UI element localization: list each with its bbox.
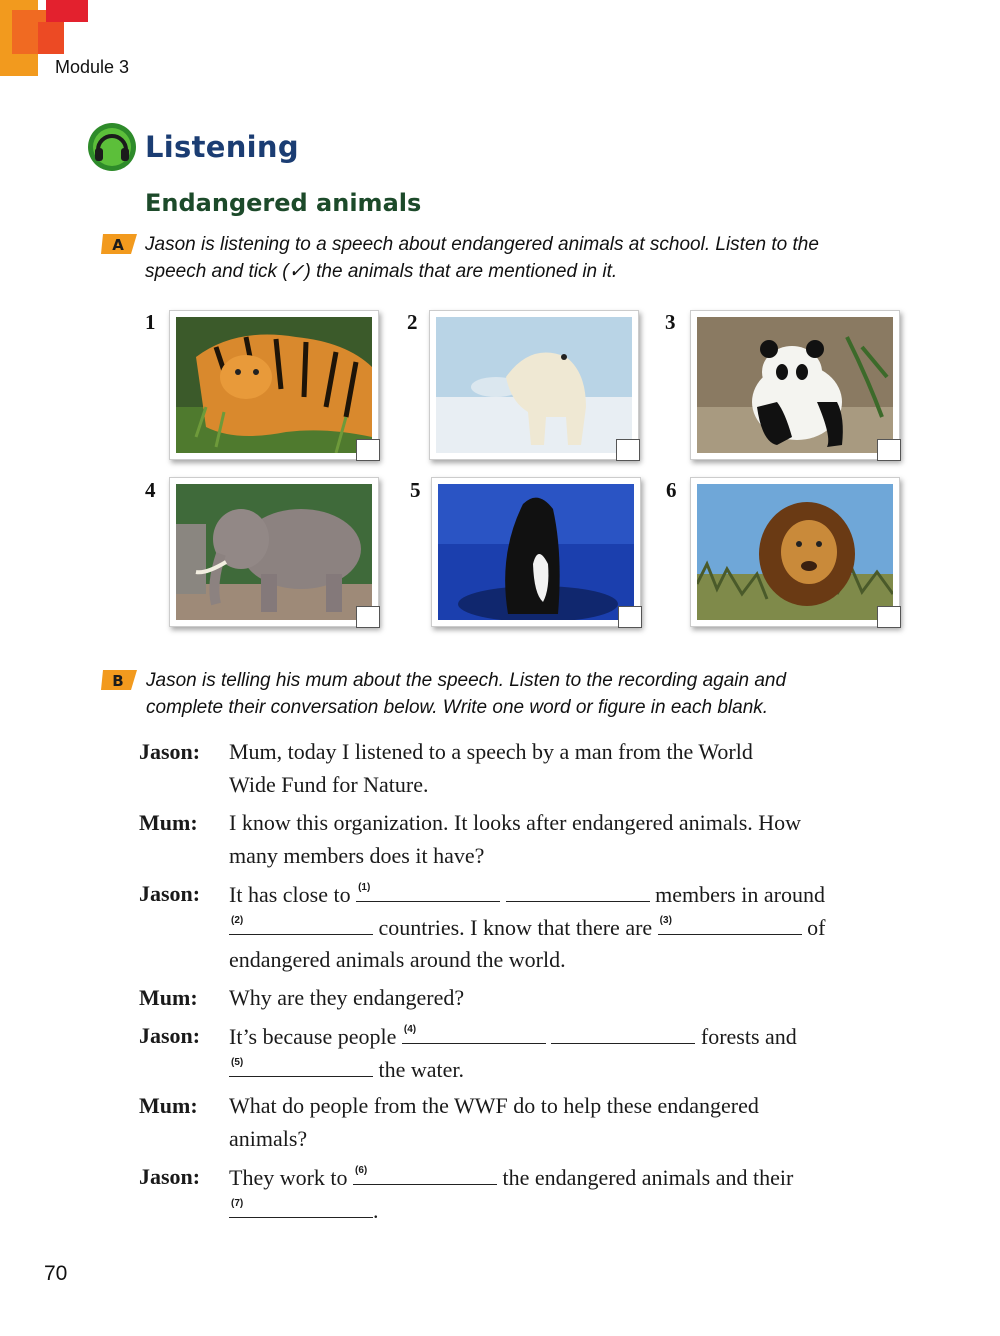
answer-blank-1[interactable] — [356, 877, 500, 902]
dialogue-line: animals? — [229, 1126, 308, 1151]
tick-box[interactable] — [877, 439, 901, 461]
dialogue-line — [229, 877, 825, 911]
tick-box[interactable] — [618, 606, 642, 628]
blank-number: (1) — [358, 882, 371, 893]
instruction-line: Jason is listening to a speech about endangered animals at school. Listen to the — [145, 234, 819, 255]
blank-number: (3) — [659, 915, 672, 926]
blank-number: (5) — [231, 1057, 244, 1068]
photo-number: 6 — [666, 478, 677, 502]
tick-box[interactable] — [616, 439, 640, 461]
answer-blank-4[interactable] — [402, 1019, 546, 1044]
answer-blank-7[interactable] — [229, 1193, 373, 1218]
blank-number: (7) — [231, 1198, 244, 1209]
task-b-instruction — [146, 667, 786, 721]
text-segment: forests and — [700, 1024, 797, 1049]
speaker-label: Jason: — [139, 881, 201, 906]
polar-bear-photo — [429, 310, 639, 460]
photo-number: 5 — [410, 478, 421, 502]
text-segment: It’s because people — [229, 1024, 397, 1049]
answer-blank-6[interactable] — [353, 1160, 497, 1185]
blank-number: (4) — [403, 1024, 417, 1035]
svg-text:A: A — [112, 236, 124, 254]
speaker-label: Jason: — [139, 739, 201, 764]
text-segment: the endangered animals and their — [502, 1165, 794, 1190]
elephant-photo — [169, 477, 379, 627]
dialogue-line — [229, 1052, 464, 1086]
dialogue-line: many members does it have? — [229, 843, 485, 868]
dialogue-line — [229, 910, 826, 944]
panda-photo — [690, 310, 900, 460]
task-a-instruction — [145, 231, 819, 285]
answer-blank-2[interactable] — [229, 910, 373, 935]
tiger-photo — [169, 310, 379, 460]
dialogue-line: endangered animals around the world. — [229, 947, 566, 972]
answer-blank-3[interactable] — [658, 910, 802, 935]
dialogue-line — [229, 1160, 793, 1194]
page-number: 70 — [44, 1262, 68, 1285]
dialogue-line: Why are they endangered? — [229, 985, 465, 1010]
speaker-label: Jason: — [139, 1023, 201, 1048]
dialogue-line: What do people from the WWF do to help these endangered — [229, 1093, 759, 1118]
task-b-tag — [101, 670, 137, 690]
subsection-title: Endangered animals — [145, 189, 422, 217]
dialogue-line — [229, 1193, 379, 1227]
photo-number: 2 — [407, 310, 418, 334]
speaker-label: Mum: — [139, 810, 198, 835]
dialogue-line — [229, 1019, 797, 1053]
instruction-line: Jason is telling his mum about the speech. Listen to the recording again and — [146, 670, 787, 691]
text-segment: members in around — [655, 882, 825, 907]
section-title: Listening — [145, 130, 299, 164]
photo-number: 4 — [145, 478, 156, 502]
instruction-line: complete their conversation below. Write one word or figure in each blank. — [146, 697, 769, 718]
answer-blank-1b[interactable] — [506, 877, 650, 902]
killer-whale-photo — [431, 477, 641, 627]
speaker-label: Mum: — [139, 1093, 198, 1118]
text-segment: of — [807, 915, 826, 940]
lion-photo — [690, 477, 900, 627]
blank-number: (2) — [231, 915, 244, 926]
speaker-label: Jason: — [139, 1164, 201, 1189]
dialogue-line: I know this organization. It looks after endangered animals. How — [229, 810, 802, 835]
dialogue-line: Wide Fund for Nature. — [229, 772, 429, 797]
text-segment: the water. — [378, 1057, 465, 1082]
dialogue-line: Mum, today I listened to a speech by a man from the World — [229, 739, 753, 764]
tick-box[interactable] — [877, 606, 901, 628]
photo-number: 3 — [665, 310, 676, 334]
svg-text:B: B — [112, 672, 124, 690]
text-segment: countries. I know that there are — [378, 915, 653, 940]
photo-number: 1 — [145, 310, 156, 334]
module-label: Module 3 — [55, 57, 130, 77]
headphones-icon — [86, 122, 138, 172]
tick-box[interactable] — [356, 606, 380, 628]
speaker-label: Mum: — [139, 985, 198, 1010]
text-segment: It has close to — [229, 882, 351, 907]
task-a-tag — [101, 234, 137, 254]
answer-blank-5[interactable] — [229, 1052, 373, 1077]
instruction-line: speech and tick (✓) the animals that are mentioned in it. — [145, 261, 618, 282]
text-segment: They work to — [229, 1165, 348, 1190]
answer-blank-4b[interactable] — [551, 1019, 695, 1044]
tick-box[interactable] — [356, 439, 380, 461]
text-segment: . — [373, 1198, 379, 1223]
blank-number: (6) — [355, 1165, 368, 1176]
